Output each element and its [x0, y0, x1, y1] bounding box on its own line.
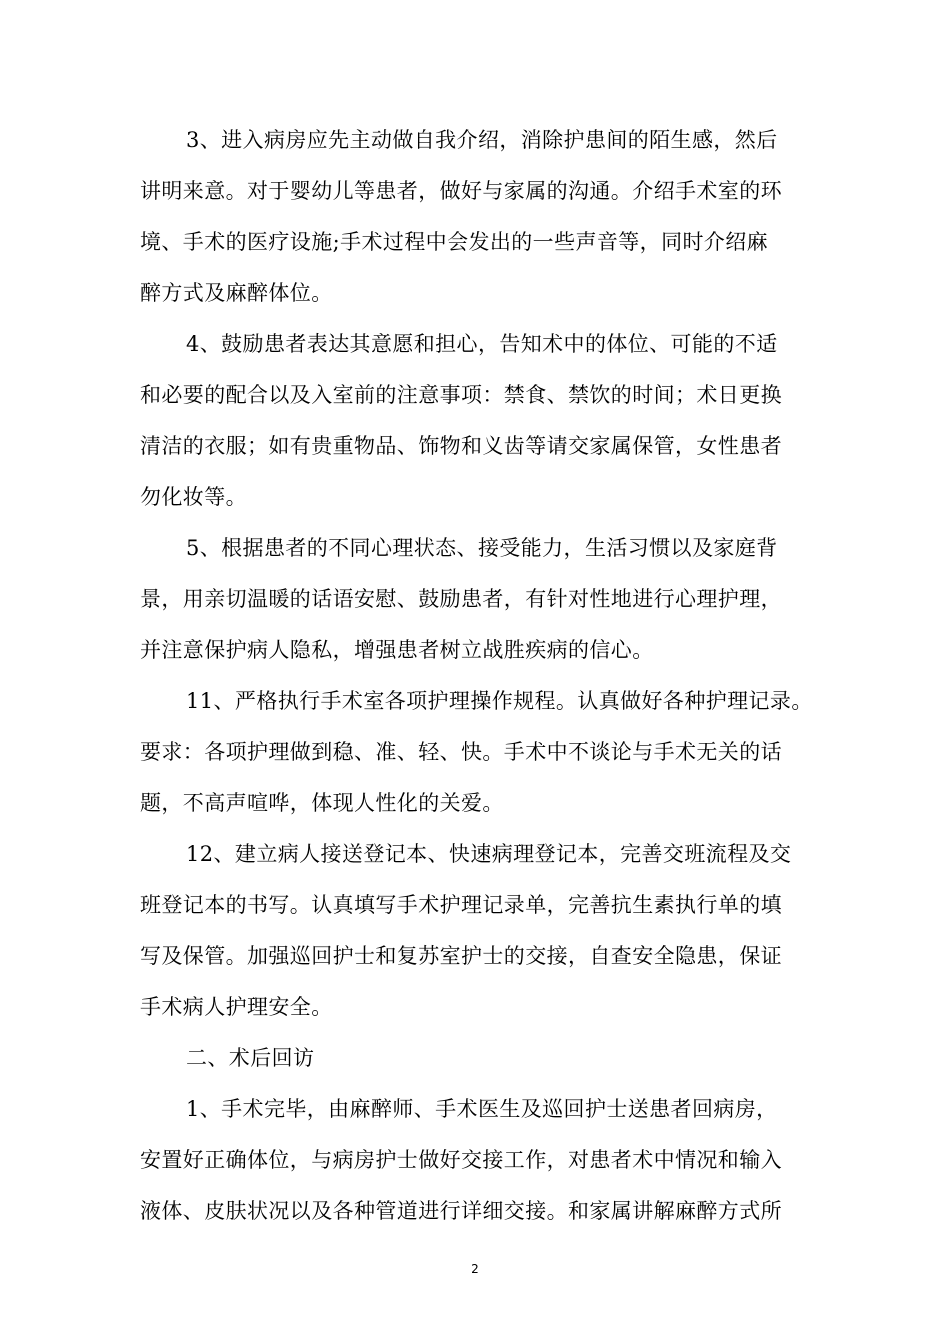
paragraph-11-line-3: 题，不高声喧哗，体现人性化的关爱。 [140, 791, 504, 815]
paragraph-3-line-4: 醉方式及麻醉体位。 [140, 281, 333, 305]
paragraph-1-line-2: 安置好正确体位，与病房护士做好交接工作，对患者术中情况和输入 [140, 1148, 782, 1172]
paragraph-5-line-3: 并注意保护病人隐私，增强患者树立战胜疾病的信心。 [140, 638, 654, 662]
paragraph-3-line-1: 3、进入病房应先主动做自我介绍，消除护患间的陌生感，然后 [186, 128, 778, 152]
document-body [140, 123, 820, 1245]
section-heading: 二、术后回访 [186, 1046, 315, 1070]
paragraph-3-line-3: 境、手术的医疗设施;手术过程中会发出的一些声音等，同时介绍麻 [140, 230, 769, 254]
paragraph-4-line-4: 勿化妆等。 [140, 485, 247, 509]
paragraph-5-line-1: 5、根据患者的不同心理状态、接受能力，生活习惯以及家庭背 [186, 536, 778, 560]
page-number: 2 [471, 1262, 479, 1276]
paragraph-12-line-3: 写及保管。加强巡回护士和复苏室护士的交接，自查安全隐患，保证 [140, 944, 782, 968]
paragraph-4-line-1: 4、鼓励患者表达其意愿和担心，告知术中的体位、可能的不适 [186, 332, 778, 356]
paragraph-11-line-2: 要求：各项护理做到稳、准、轻、快。手术中不谈论与手术无关的话 [140, 740, 782, 764]
paragraph-12-line-2: 班登记本的书写。认真填写手术护理记录单，完善抗生素执行单的填 [140, 893, 782, 917]
paragraph-3-line-2: 讲明来意。对于婴幼儿等患者，做好与家属的沟通。介绍手术室的环 [140, 179, 782, 203]
paragraph-4-line-2: 和必要的配合以及入室前的注意事项：禁食、禁饮的时间；术日更换 [140, 383, 782, 407]
paragraph-1-line-3: 液体、皮肤状况以及各种管道进行详细交接。和家属讲解麻醉方式所 [140, 1199, 782, 1223]
paragraph-12-line-4: 手术病人护理安全。 [140, 995, 333, 1019]
paragraph-12-line-1: 12、建立病人接送登记本、快速病理登记本，完善交班流程及交 [186, 842, 792, 866]
paragraph-5-line-2: 景，用亲切温暖的话语安慰、鼓励患者，有针对性地进行心理护理， [140, 587, 782, 611]
paragraph-11-line-1: 11、严格执行手术室各项护理操作规程。认真做好各种护理记录。 [186, 689, 813, 713]
paragraph-1-line-1: 1、手术完毕，由麻醉师、手术医生及巡回护士送患者回病房， [186, 1097, 778, 1121]
paragraph-4-line-3: 清洁的衣服；如有贵重物品、饰物和义齿等请交家属保管，女性患者 [140, 434, 782, 458]
